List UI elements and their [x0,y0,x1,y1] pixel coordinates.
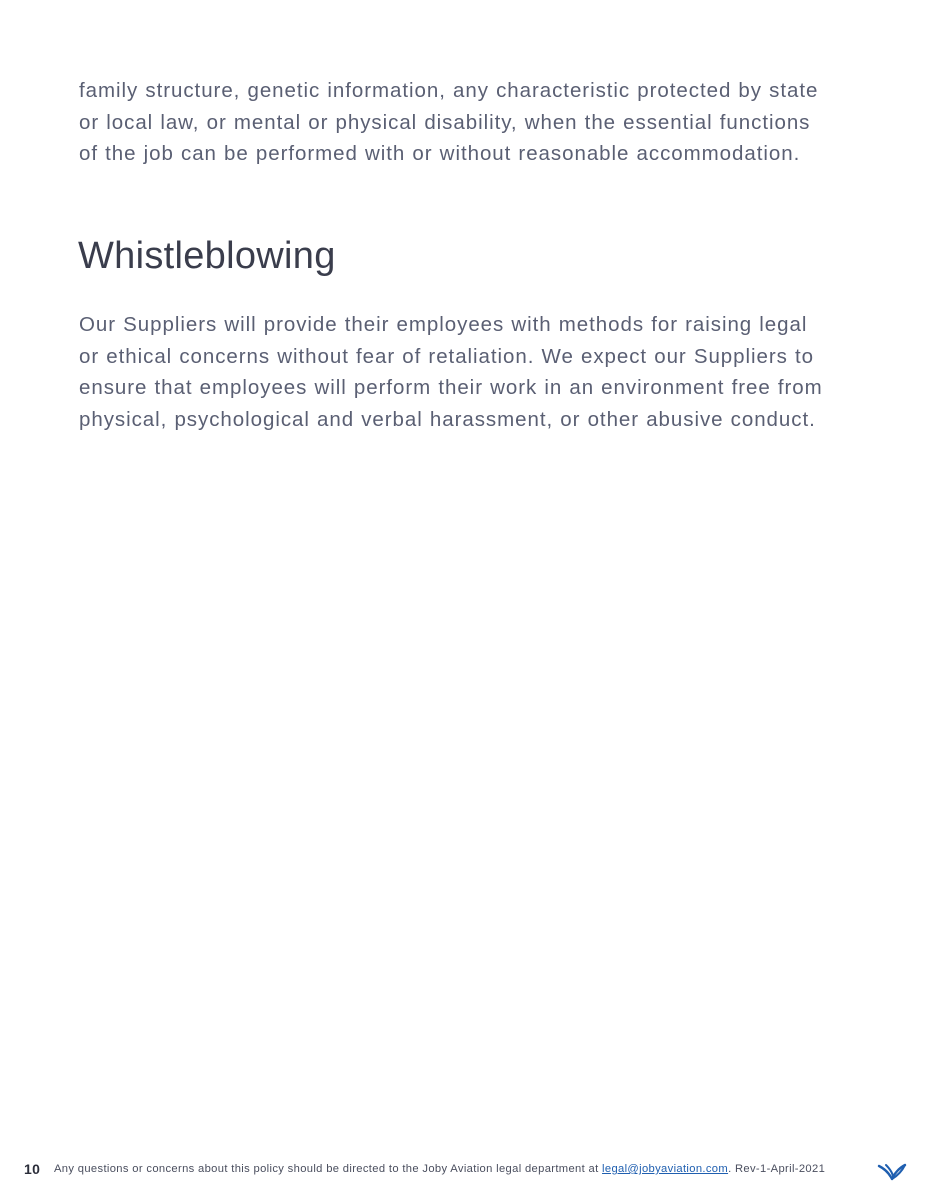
legal-email-link[interactable]: legal@jobyaviation.com [602,1163,729,1175]
paragraph-line: ensure that employees will perform their work in an environment free from [79,376,823,399]
joby-logo-icon [877,1160,907,1182]
page-footer [0,1158,927,1184]
footer-text-after: . Rev-1-April-2021 [728,1163,826,1175]
paragraph-line: or ethical concerns without fear of retaliation. We expect our Suppliers to [79,344,814,368]
paragraph-line: of the job can be performed with or without reasonable accommodation. [79,142,801,165]
intro-paragraph [79,75,854,170]
footer-text-before: Any questions or concerns about this policy should be directed to the Joby Aviation legal department at [54,1163,603,1175]
section-heading: Whistleblowing [78,235,336,277]
whistleblowing-paragraph [79,309,854,435]
footer-note [54,1163,825,1175]
paragraph-line: Our Suppliers will provide their employees with methods for raising legal [79,313,808,336]
paragraph-line: family structure, genetic information, any characteristic protected by state [79,79,819,102]
paragraph-line: physical, psychological and verbal harassment, or other abusive conduct. [79,407,816,431]
paragraph-line: or local law, or mental or physical disability, when the essential functions [79,110,811,134]
page-number: 10 [24,1161,41,1177]
